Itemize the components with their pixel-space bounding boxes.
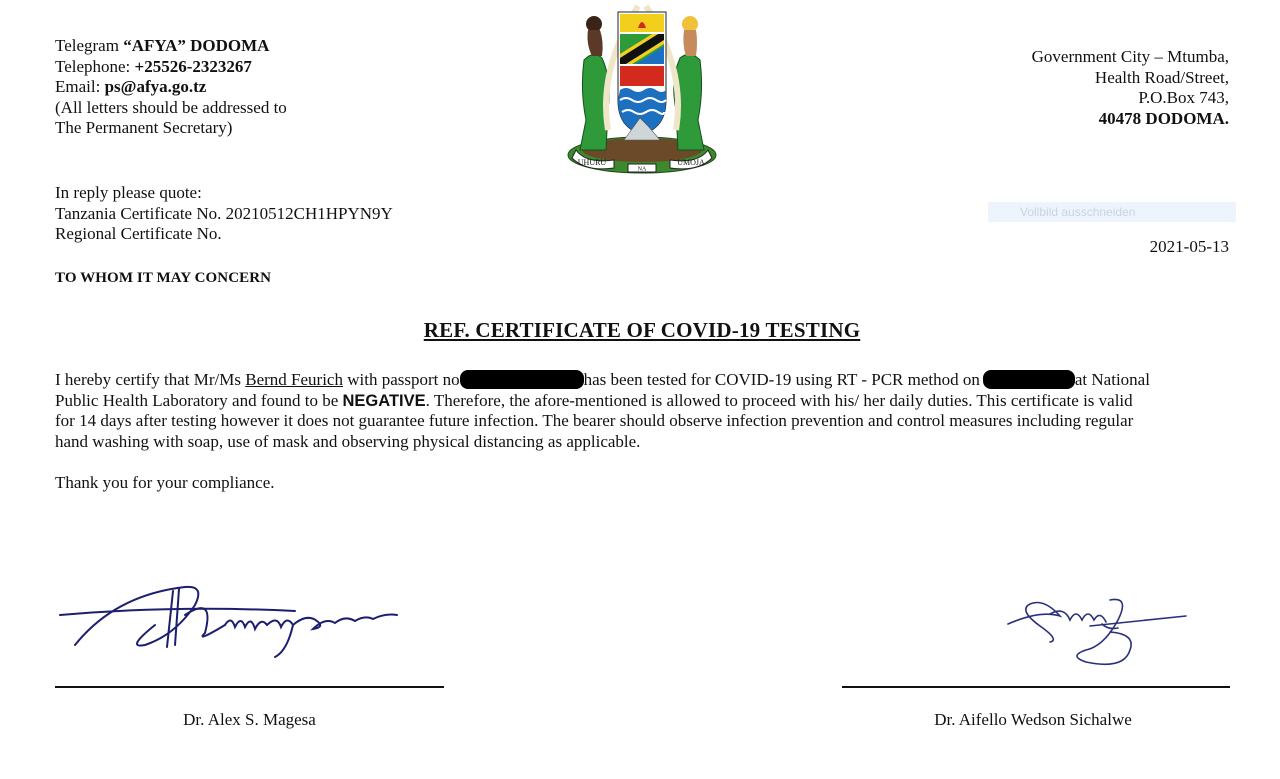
telegram-value: “AFYA” DODOMA <box>123 36 270 55</box>
test-result: NEGATIVE <box>342 391 426 410</box>
address-note-2: The Permanent Secretary) <box>55 118 233 138</box>
motto-right: UMOJA <box>677 158 705 167</box>
telephone-label: Telephone: <box>55 56 135 76</box>
document-date: 2021-05-13 <box>1149 237 1229 256</box>
body-line-3: for 14 days after testing however it does not guarantee future infection. The bearer should observe infection prevention and control measures including regular <box>55 411 1134 431</box>
signature-line-left <box>55 686 444 688</box>
motto-mid: NA <box>637 166 647 173</box>
salutation: TO WHOM IT MAY CONCERN <box>55 270 272 286</box>
body-line-1: I hereby certify that Mr/Ms Bernd Feurich with passport no has been tested for COVID-19 using RT - PCR method on at National <box>55 370 1150 389</box>
coat-of-arms-icon <box>562 0 722 180</box>
signature-line-right <box>842 686 1230 688</box>
telegram-label: Telegram <box>55 36 124 55</box>
email-value: ps@afya.go.tz <box>104 77 207 97</box>
redaction-passport <box>460 370 584 389</box>
document-title: REF. CERTIFICATE OF COVID-19 TESTING <box>423 318 861 342</box>
signature-left <box>55 575 405 665</box>
address-line-2: Health Road/Street, <box>1094 67 1229 87</box>
snip-tooltip[interactable]: Vollbild ausschneiden <box>988 202 1236 222</box>
regional-certificate: Regional Certificate No. <box>55 224 222 244</box>
redaction-date <box>983 370 1075 389</box>
reply-line-1: In reply please quote: <box>55 183 202 202</box>
address-line-3: P.O.Box 743, <box>1138 88 1229 108</box>
address-line-4: 40478 DODOMA. <box>1098 108 1229 128</box>
telephone-value: +25526-2323267 <box>134 56 252 76</box>
body-line-2: Public Health Laboratory and found to be NEGATIVE. Therefore, the afore-mentioned is allowed to proceed with his/ her daily duties. This certificate is valid <box>55 390 1133 410</box>
motto-left: UHURU <box>577 158 607 167</box>
letterhead-contact <box>55 36 287 139</box>
reply-reference <box>55 183 393 245</box>
email-label: Email: <box>55 77 105 97</box>
certificate-number: Tanzania Certificate No. 20210512CH1HPYN9Y <box>55 203 393 223</box>
patient-name: Bernd Feurich <box>245 370 343 389</box>
signatory-right-name: Dr. Aifello Wedson Sichalwe <box>934 710 1132 729</box>
address-line-1: Government City – Mtumba, <box>1031 47 1229 66</box>
letterhead-address <box>1032 47 1229 129</box>
signatory-left-name: Dr. Alex S. Magesa <box>183 710 316 729</box>
address-note-1: (All letters should be addressed to <box>55 97 287 117</box>
closing-line: Thank you for your compliance. <box>55 473 275 492</box>
signature-right <box>990 580 1200 675</box>
certificate-body <box>55 370 1230 452</box>
body-line-4: hand washing with soap, use of mask and observing physical distancing as applicable. <box>55 431 641 451</box>
